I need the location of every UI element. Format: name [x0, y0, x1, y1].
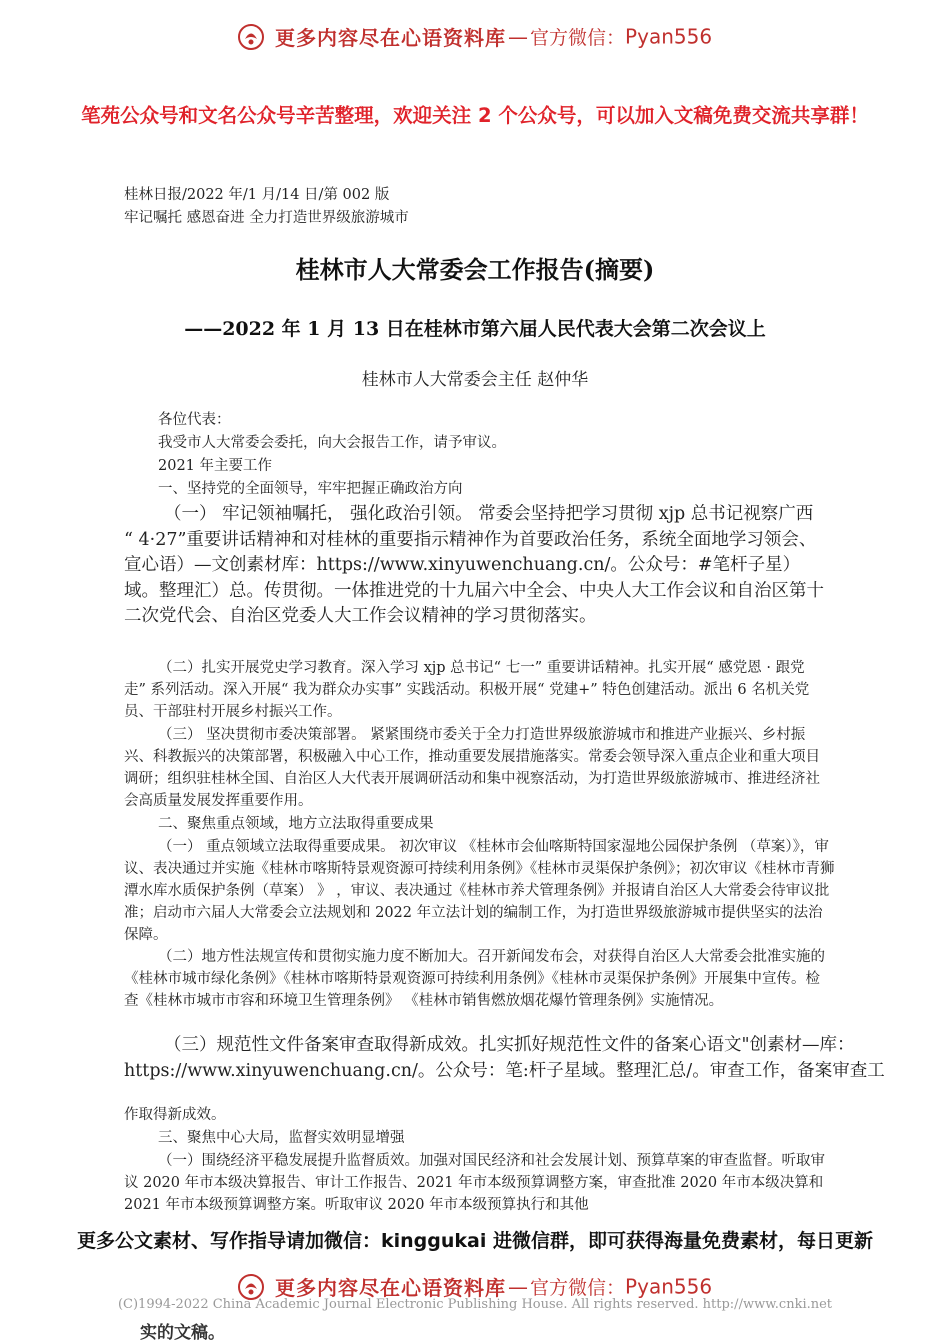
copyright-footer: (C)1994-2022 China Academic Journal Electronic Publishing House. All rights reserved. http://www.cnki.net	[117, 1297, 833, 1312]
source-line: 桂林日报/2022 年/1 月/14 日/第 002 版	[124, 187, 390, 203]
salutation: 各位代表：	[158, 412, 231, 428]
banner-wechat-id: Pyan556	[625, 1274, 713, 1299]
brand-logo-icon	[238, 24, 264, 50]
bottom-notice: 更多公文素材、写作指导请加微信：kinggukai 进微信群，即可获得海量免费素材，每日更新	[0, 1226, 950, 1253]
brand-logo-icon	[238, 1274, 264, 1300]
section-heading-1: 一、坚持党的全面领导，牢牢把握正确政治方向	[158, 481, 463, 497]
section-heading-3: 三、聚焦中心大局，监督实效明显增强	[158, 1130, 405, 1146]
top-banner	[0, 22, 950, 51]
paragraph-2-3-end: 作取得新成效。	[124, 1107, 226, 1123]
author-line: 桂林市人大常委会主任 赵仲华	[361, 370, 589, 390]
cut-off-text: 实的文稿。	[140, 1323, 225, 1340]
banner-wechat-label: 官方微信：	[530, 27, 626, 49]
paragraph-1-3: （三） 坚决贯彻市委决策部署。 紧紧围绕市委关于全力打造世界级旅游城市和推进产业振兴、乡村振兴、科教振兴的决策部署，积极融入中心工作，推动重要发展措施落实。常委会领导深入重点企业和重大项目调研；组织驻桂林全国、自治区人大代表开展调研活动和集中视察活动，为打造世界级旅游城市、推进经济社会高质量发展发挥重要作用。	[124, 727, 820, 809]
document-title: 桂林市人大常委会工作报告(摘要)	[295, 255, 655, 284]
column-line: 牢记嘱托 感恩奋进 全力打造世界级旅游城市	[124, 210, 409, 226]
section-heading-2021: 2021 年主要工作	[158, 458, 273, 474]
paragraph-2-2: （二）地方性法规宣传和贯彻实施力度不断加大。召开新闻发布会，对获得自治区人大常委会批准实施的《桂林市城市绿化条例》《桂林市喀斯特景观资源可持续利用条例》《桂林市灵渠保护条例》开展集中宣传。检查《桂林市城市市容和环境卫生管理条例》 《桂林市销售燃放烟花爆竹管理条例》实施情况。	[124, 949, 825, 1009]
banner-dash: —	[508, 1274, 529, 1299]
paragraph-3-1: （一）围绕经济平稳发展提升监督质效。加强对国民经济和社会发展计划、预算草案的审查监督。听取审议 2020 年市本级决算报告、审计工作报告、2021 年市本级预算调整方案，审查批准 2020 年市本级决算和 2021 年市本级预算调整方案。听取审议 2020 年市本级预算执行和其他	[124, 1153, 825, 1213]
document-subtitle: ——2022 年 1 月 13 日在桂林市第六届人民代表大会第二次会议上	[184, 318, 766, 340]
banner-title: 更多内容尽在心语资料库	[275, 1276, 507, 1300]
banner-title: 更多内容尽在心语资料库	[275, 26, 507, 50]
paragraph-2-1: （一） 重点领域立法取得重要成果。 初次审议 《桂林市会仙喀斯特国家湿地公园保护条例 （草案）》，审议、表决通过并实施《桂林市喀斯特景观资源可持续利用条例》《桂林市灵渠保护条例》；初次审议《桂林市青狮潭水库水质保护条例（草案） 》 ，审议、表决通过《桂林市养犬管理条例》并报请自治区人大常委会待审议批准；启动市六届人大常委会立法规划和 2022 年立法计划的编制工作，为打造世界级旅游城市提供坚实的法治保障。	[124, 839, 835, 943]
intro-paragraph: 我受市人大常委会委托，向大会报告工作，请予审议。	[158, 435, 506, 451]
section-heading-2: 二、聚焦重点领域，地方立法取得重要成果	[158, 816, 434, 832]
banner-dash: —	[508, 24, 529, 49]
paragraph-1-1: （一） 牢记领袖嘱托， 强化政治引领。 常委会坚持把学习贯彻 xjp 总书记视察广西 “ 4·27”重要讲话精神和对桂林的重要指示精神作为首要政治任务，系统全面地学习领会、宣心语）—文创素材库：https://www.xinyuwenchuang.cn/。公众号：#笔杆子星）域。整理汇）总。传贯彻。一体推进党的十九届六中全会、中央人大工作会议和自治区第十二次党代会、自治区党委人大工作会议精神的学习贯彻落实。	[124, 504, 824, 626]
paragraph-2-3: （三）规范性文件备案审查取得新成效。扎实抓好规范性文件的备案心语文"创素材—库：https://www.xinyuwenchuang.cn/。公众号：笔:杆子星域。整理汇总/。审查工作，备案审查工	[124, 1035, 885, 1081]
banner-wechat-id: Pyan556	[625, 24, 713, 49]
banner-wechat-label: 官方微信：	[530, 1277, 626, 1299]
red-notice: 笔苑公众号和文名公众号辛苦整理，欢迎关注 2 个公众号，可以加入文稿免费交流共享群！	[81, 104, 869, 127]
paragraph-1-2: （二）扎实开展党史学习教育。深入学习 xjp 总书记“ 七一” 重要讲话精神。扎实开展“ 感党恩 · 跟党走” 系列活动。深入开展“ 我为群众办实事” 实践活动。积极开展“ 党建+” 特色创建活动。派出 6 名机关党员、干部驻村开展乡村振兴工作。	[124, 660, 810, 720]
